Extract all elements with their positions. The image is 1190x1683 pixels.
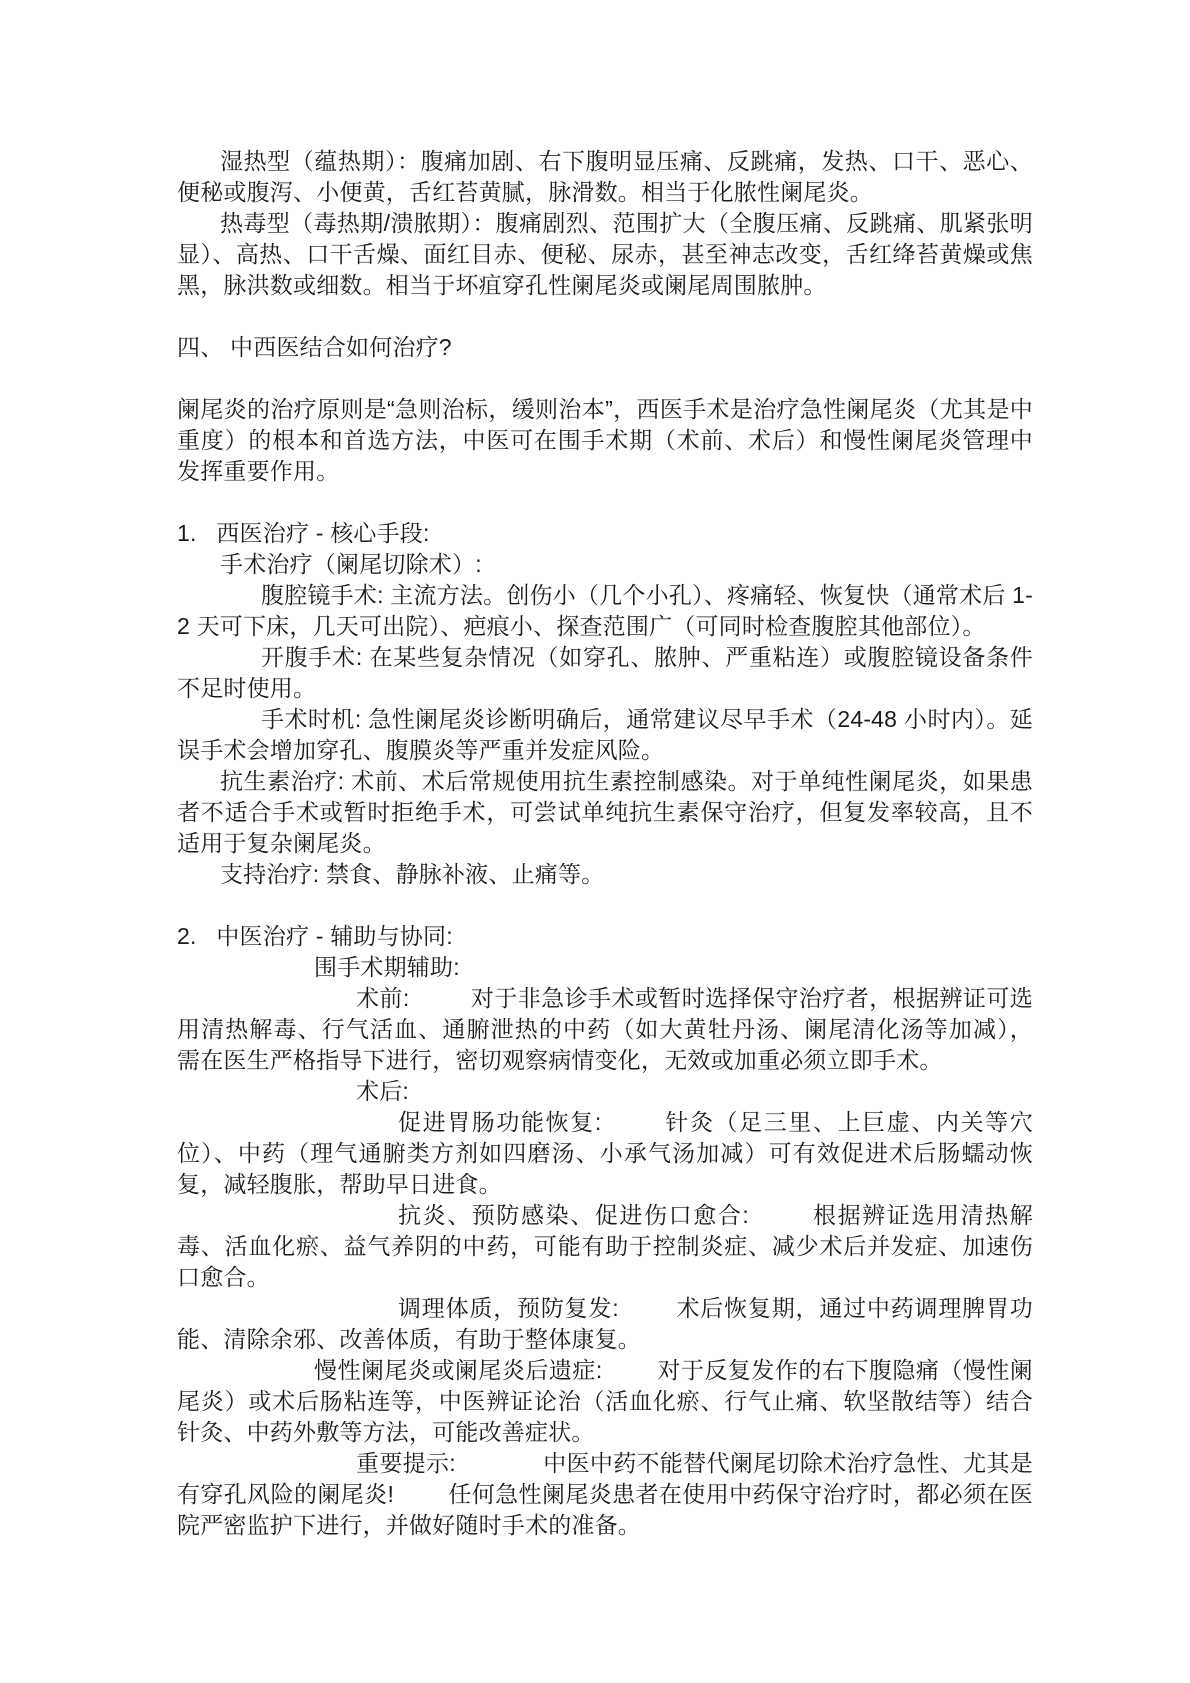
paragraph-surgery-timing: 手术时机: 急性阑尾炎诊断明确后，通常建议尽早手术（24-48 小时内）。延误手术会增加穿孔、腹膜炎等严重并发症风险。: [177, 706, 1033, 763]
blank-line: [177, 363, 1033, 394]
blank-line: [177, 890, 1033, 921]
paragraph-antibiotic-therapy: 抗生素治疗: 术前、术后常规使用抗生素控制感染。对于单纯性阑尾炎，如果患者不适合手术或暂时拒绝手术，可尝试单纯抗生素保守治疗，但复发率较高，且不适用于复杂阑尾炎。: [177, 768, 1033, 856]
paragraph-anti-inflammation: 抗炎、预防感染、促进伤口愈合: 根据辨证选用清热解毒、活血化瘀、益气养阴的中药，可能有助于控制炎症、减少术后并发症、加速伤口愈合。: [177, 1202, 1033, 1290]
paragraph-treatment-principle: 阑尾炎的治疗原则是“急则治标，缓则治本”，西医手术是治疗急性阑尾炎（尤其是中重度）的根本和首选方法，中医可在围手术期（术前、术后）和慢性阑尾炎管理中发挥重要作用。: [177, 396, 1033, 484]
section-heading-four: 四、 中西医结合如何治疗?: [177, 334, 452, 360]
paragraph-heat-toxin-type: 热毒型（毒热期/溃脓期）：腹痛剧烈、范围扩大（全腹压痛、反跳痛、肌紧张明显）、高热、口干舌燥、面红目赤、便秘、尿赤，甚至神志改变，舌红绛苔黄燥或焦黑，脉洪数或细数。相当于坏疽穿孔性阑尾炎或阑尾周围脓肿。: [177, 210, 1033, 298]
paragraph-damp-heat-type: 湿热型（蕴热期）：腹痛加剧、右下腹明显压痛、反跳痛，发热、口干、恶心、便秘或腹泻、小便黄，舌红苔黄腻，脉滑数。相当于化脓性阑尾炎。: [177, 148, 1033, 205]
paragraph-chronic-appendicitis: 慢性阑尾炎或阑尾炎后遗症: 对于反复发作的右下腹隐痛（慢性阑尾炎）或术后肠粘连等，中医辨证论治（活血化瘀、行气止痛、软坚散结等）结合针灸、中药外敷等方法，可能改善症状。: [177, 1357, 1033, 1445]
paragraph-open-surgery: 开腹手术: 在某些复杂情况（如穿孔、脓肿、严重粘连）或腹腔镜设备条件不足时使用。: [177, 644, 1033, 701]
blank-line: [177, 301, 1033, 332]
document-body: [177, 146, 1086, 1541]
paragraph-constitution-conditioning: 调理体质，预防复发: 术后恢复期，通过中药调理脾胃功能、清除余邪、改善体质，有助于整体康复。: [177, 1295, 1033, 1352]
heading-western-medicine: 1. 西医治疗 - 核心手段:: [177, 520, 430, 546]
blank-line: [177, 487, 1033, 518]
paragraph-important-notice: 重要提示: 中医中药不能替代阑尾切除术治疗急性、尤其是有穿孔风险的阑尾炎! 任何急性阑尾炎患者在使用中药保守治疗时，都必须在医院严密监护下进行，并做好随时手术的准备。: [177, 1450, 1033, 1538]
paragraph-perioperative-support: 围手术期辅助:: [314, 954, 460, 980]
paragraph-preoperative: 术前: 对于非急诊手术或暂时选择保守治疗者，根据辨证可选用清热解毒、行气活血、通腑泄热的中药（如大黄牡丹汤、阑尾清化汤等加减）， 需在医生严格指导下进行，密切观察病情变化，无效或加重必须立即手术。: [177, 985, 1086, 1073]
paragraph-laparoscopic-surgery: 腹腔镜手术: 主流方法。创伤小（几个小孔）、疼痛轻、恢复快（通常术后 1-2 天可下床，几天可出院）、疤痕小、探查范围广（可同时检查腹腔其他部位）。: [177, 582, 1033, 639]
paragraph-surgical-treatment: 手术治疗（阑尾切除术）:: [220, 551, 482, 577]
paragraph-gi-recovery: 促进胃肠功能恢复: 针灸（足三里、上巨虚、内关等穴位）、中药（理气通腑类方剂如四磨汤、小承气汤加减）可有效促进术后肠蠕动恢复，减轻腹胀，帮助早日进食。: [177, 1109, 1033, 1197]
paragraph-supportive-care: 支持治疗: 禁食、静脉补液、止痛等。: [220, 861, 605, 887]
paragraph-postoperative: 术后:: [356, 1078, 409, 1104]
heading-chinese-medicine: 2. 中医治疗 - 辅助与协同:: [177, 923, 453, 949]
